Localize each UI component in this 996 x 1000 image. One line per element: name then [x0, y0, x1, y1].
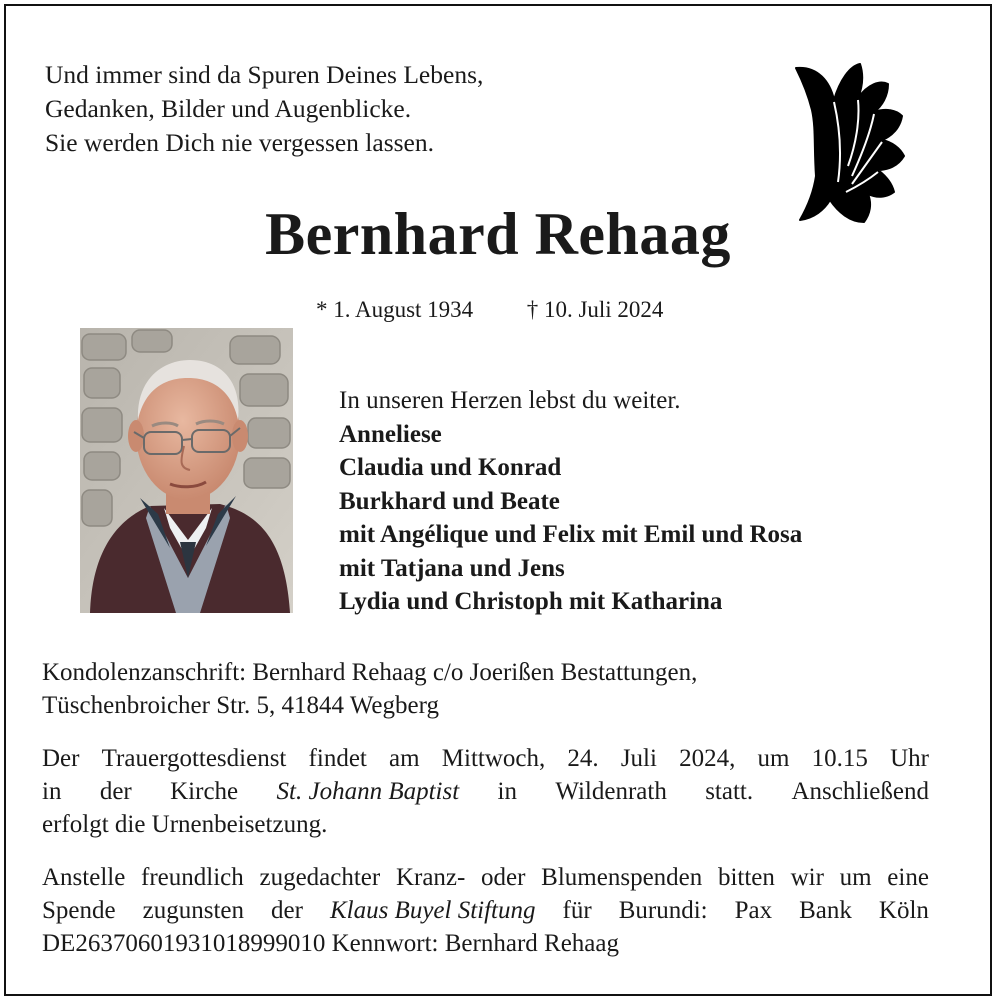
- word: zugedachter: [259, 864, 381, 891]
- condolence-line: Kondolenzanschrift: Bernhard Rehaag c/o Joerißen Bestattungen,: [42, 659, 698, 686]
- word: oder: [481, 864, 526, 891]
- service-line-3: erfolgt die Urnenbeisetzung.: [42, 811, 328, 838]
- word: Pax: [734, 897, 773, 924]
- word: in: [497, 778, 517, 805]
- service-line-2: [42, 775, 929, 808]
- word: Wildenrath: [555, 778, 667, 805]
- word: Der: [42, 745, 80, 772]
- word: in: [42, 778, 62, 805]
- word: Kirche: [170, 778, 239, 805]
- word: Burundi:: [618, 897, 708, 924]
- death-date: † 10. Juli 2024: [526, 297, 664, 322]
- service-info: [42, 742, 929, 841]
- word: am: [389, 745, 420, 772]
- word: Spende: [42, 897, 116, 924]
- donation-line-2: [42, 894, 929, 927]
- church-name: St. Johann Baptist: [276, 778, 460, 805]
- word: zugunsten: [142, 897, 244, 924]
- poem: [45, 58, 483, 160]
- portrait-photo: [80, 328, 293, 613]
- foundation-name: Klaus Buyel Stiftung: [329, 897, 536, 924]
- word: freundlich: [141, 864, 244, 891]
- word: um: [757, 745, 790, 772]
- word: der: [99, 778, 132, 805]
- word: um: [839, 864, 872, 891]
- word: Köln: [878, 897, 929, 924]
- family-intro: In unseren Herzen lebst du weiter.: [339, 387, 681, 414]
- word: Anschließend: [791, 778, 929, 805]
- poem-line: Sie werden Dich nie vergessen lassen.: [45, 128, 434, 157]
- word: Blumenspenden: [541, 864, 703, 891]
- birth-date: * 1. August 1934: [316, 297, 474, 322]
- life-dates: [316, 297, 663, 323]
- word: Kranz-: [395, 864, 466, 891]
- word: statt.: [705, 778, 754, 805]
- word: Uhr: [890, 745, 929, 772]
- family-name: Claudia und Konrad: [339, 454, 562, 481]
- word: 10.15: [811, 745, 868, 772]
- word: eine: [887, 864, 929, 891]
- word: Mittwoch,: [441, 745, 546, 772]
- family-name: Anneliese: [339, 420, 442, 448]
- word: 2024,: [679, 745, 736, 772]
- word: für: [562, 897, 592, 924]
- word: Bank: [799, 897, 852, 924]
- word: Trauergottesdienst: [101, 745, 287, 772]
- family-name: mit Tatjana und Jens: [339, 554, 565, 582]
- word: bitten: [717, 864, 775, 891]
- word: 24.: [567, 745, 599, 772]
- family-name: Lydia und Christoph mit Katharina: [339, 588, 723, 615]
- word: der: [271, 897, 303, 924]
- family-name: mit Angélique und Felix mit Emil und Rosa: [339, 521, 803, 548]
- family-name: Burkhard und Beate: [339, 487, 560, 515]
- poem-line: Und immer sind da Spuren Deines Lebens,: [45, 60, 484, 89]
- deceased-name: Bernhard Rehaag: [265, 201, 731, 267]
- donation-line-3: DE26370601931018999010 Kennwort: Bernhard Rehaag: [42, 930, 619, 957]
- donation-line-1: [42, 861, 929, 894]
- family-section: [339, 384, 802, 619]
- condolence-line: Tüschenbroicher Str. 5, 41844 Wegberg: [42, 692, 439, 719]
- donation-info: [42, 861, 929, 960]
- poem-line: Gedanken, Bilder und Augenblicke.: [45, 94, 412, 123]
- service-line-1: [42, 742, 929, 775]
- condolence-address: [42, 656, 697, 722]
- word: findet: [308, 745, 367, 772]
- word: Anstelle: [42, 864, 126, 891]
- word: wir: [790, 864, 824, 891]
- word: Juli: [620, 745, 657, 772]
